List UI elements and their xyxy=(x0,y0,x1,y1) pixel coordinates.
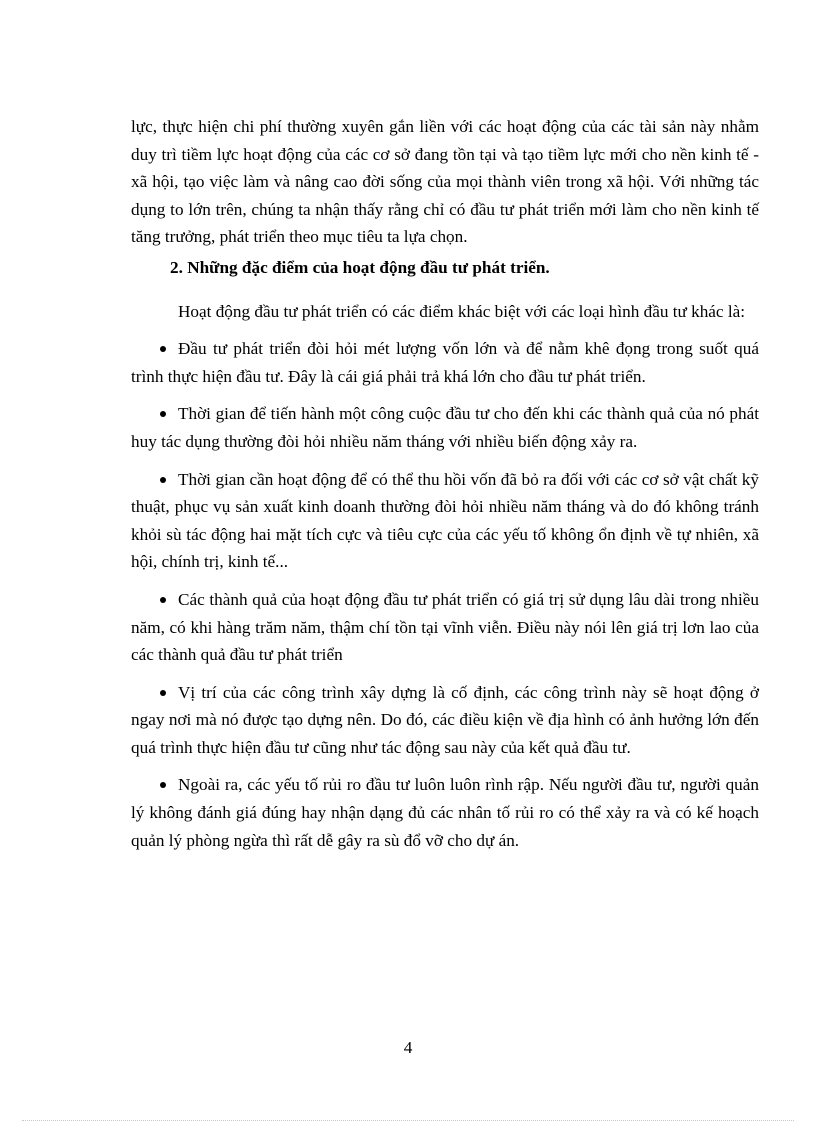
bullet-item xyxy=(131,586,759,669)
bullet-item xyxy=(131,466,759,576)
document-body xyxy=(131,113,759,864)
intro-paragraph: lực, thực hiện chi phí thường xuyên gắn liền với các hoạt động của các tài sản này nhằm duy trì tiềm lực hoạt động của các cơ sở đang tồn tại và tạo tiềm lực mới cho nền kinh tế - xã hội, tạo việc làm và nâng cao đời sống của mọi thành viên trong xã hội. Với những tác dụng to lớn trên, chúng ta nhận thấy rằng chỉ có đầu tư phát triển mới làm cho nền kinh tế tăng trưởng, phát triển theo mục tiêu ta lựa chọn. xyxy=(131,117,759,247)
bullet-dot-icon xyxy=(160,411,166,417)
lead-paragraph: Hoạt động đầu tư phát triển có các điểm khác biệt với các loại hình đầu tư khác là: xyxy=(178,301,746,321)
bullet-dot-icon xyxy=(160,690,166,696)
page-number: 4 xyxy=(403,1038,413,1057)
bullet-text: Thời gian để tiến hành một công cuộc đầu tư cho đến khi các thành quả của nó phát huy tác dụng thường đòi hỏi nhiều năm tháng với nhiều biến động xảy ra. xyxy=(131,404,759,451)
bullet-text: Các thành quả của hoạt động đầu tư phát triển có giá trị sử dụng lâu dài trong nhiều năm, có khi hàng trăm năm, thậm chí tồn tại vĩnh viễn. Điều này nói lên giá trị lơn lao của các thành quả đầu tư phát triển xyxy=(131,589,759,665)
bullet-text: Vị trí của các công trình xây dựng là cố định, các công trình này sẽ hoạt động ở ngay nơi mà nó được tạo dựng nên. Do đó, các điều kiện về địa hình có ảnh hưởng lớn đến quá trình thực hiện đầu tư cũng như tác động sau này của kết quả đầu tư. xyxy=(131,682,759,757)
bullet-text: Thời gian cần hoạt động để có thể thu hồi vốn đã bỏ ra đối với các cơ sở vật chất kỹ thuật, phục vụ sản xuất kinh doanh thường đòi hỏi nhiều năm tháng và do đó không tránh khỏi sù tác động hai mặt tích cực và tiêu cực của các yếu tố không ổn định về tự nhiên, xã hội, chính trị, kinh tế... xyxy=(131,469,759,572)
bullet-item xyxy=(131,679,759,762)
bullet-item xyxy=(131,335,759,390)
bullet-dot-icon xyxy=(160,477,166,483)
bullet-text: Ngoài ra, các yếu tố rủi ro đầu tư luôn luôn rình rập. Nếu người đầu tư, người quản lý không đánh giá đúng hay nhận dạng đủ các nhân tố rủi ro có thể xảy ra và có kế hoạch quản lý phòng ngừa thì rất dễ gây ra sù đổ vỡ cho dự án. xyxy=(131,775,759,850)
bullet-dot-icon xyxy=(160,782,166,788)
page-bottom-divider xyxy=(22,1120,794,1121)
bullet-text: Đầu tư phát triển đòi hỏi mét lượng vốn lớn và để nằm khê đọng trong suốt quá trình thực hiện đầu tư. Đây là cái giá phải trả khá lớn cho đầu tư phát triển. xyxy=(131,339,759,386)
section-heading: 2. Những đặc điểm của hoạt động đầu tư phát triển. xyxy=(170,257,550,277)
bullet-list xyxy=(131,335,759,854)
bullet-item xyxy=(131,771,759,854)
bullet-dot-icon xyxy=(160,597,166,603)
bullet-dot-icon xyxy=(160,346,166,352)
bullet-item xyxy=(131,400,759,455)
